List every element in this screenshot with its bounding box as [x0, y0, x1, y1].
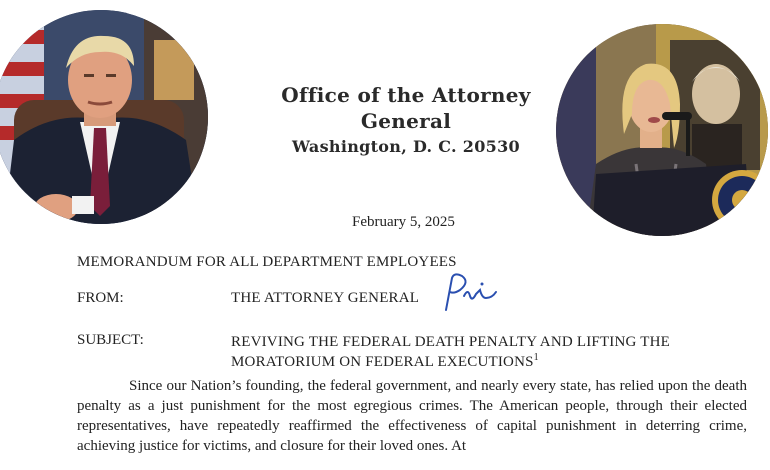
- subject-label: SUBJECT:: [77, 332, 144, 348]
- subject-value: [231, 332, 741, 372]
- photo-left-circle: [0, 10, 208, 224]
- signature-mark: [440, 272, 500, 312]
- letterhead-address: Washington, D. C. 20530: [292, 137, 520, 156]
- photo-right-illustration: [556, 24, 768, 236]
- subject-text: REVIVING THE FEDERAL DEATH PENALTY AND LIFTING THE MORATORIUM ON FEDERAL EXECUTIONS: [231, 334, 671, 370]
- photo-right-circle: [556, 24, 768, 236]
- photo-left-illustration: [0, 10, 208, 224]
- letterhead: [245, 82, 567, 160]
- memo-date: February 5, 2025: [352, 214, 455, 230]
- letterhead-office: Office of the Attorney General: [281, 83, 531, 133]
- memo-body-paragraph: Since our Nation’s founding, the federal government, and nearly every state, has relied upon the death penalty as a just punishment for the most egregious crimes. The American people, through their elected representatives, have repeatedly reaffirmed the effectiveness of capital punishment in deterring crime, achieving justice for victims, and closure for their loved ones. At: [77, 378, 747, 454]
- memo-recipients: MEMORANDUM FOR ALL DEPARTMENT EMPLOYEES: [77, 254, 457, 270]
- footnote-marker: 1: [533, 352, 539, 363]
- from-label: FROM:: [77, 290, 124, 306]
- from-value: THE ATTORNEY GENERAL: [231, 290, 420, 306]
